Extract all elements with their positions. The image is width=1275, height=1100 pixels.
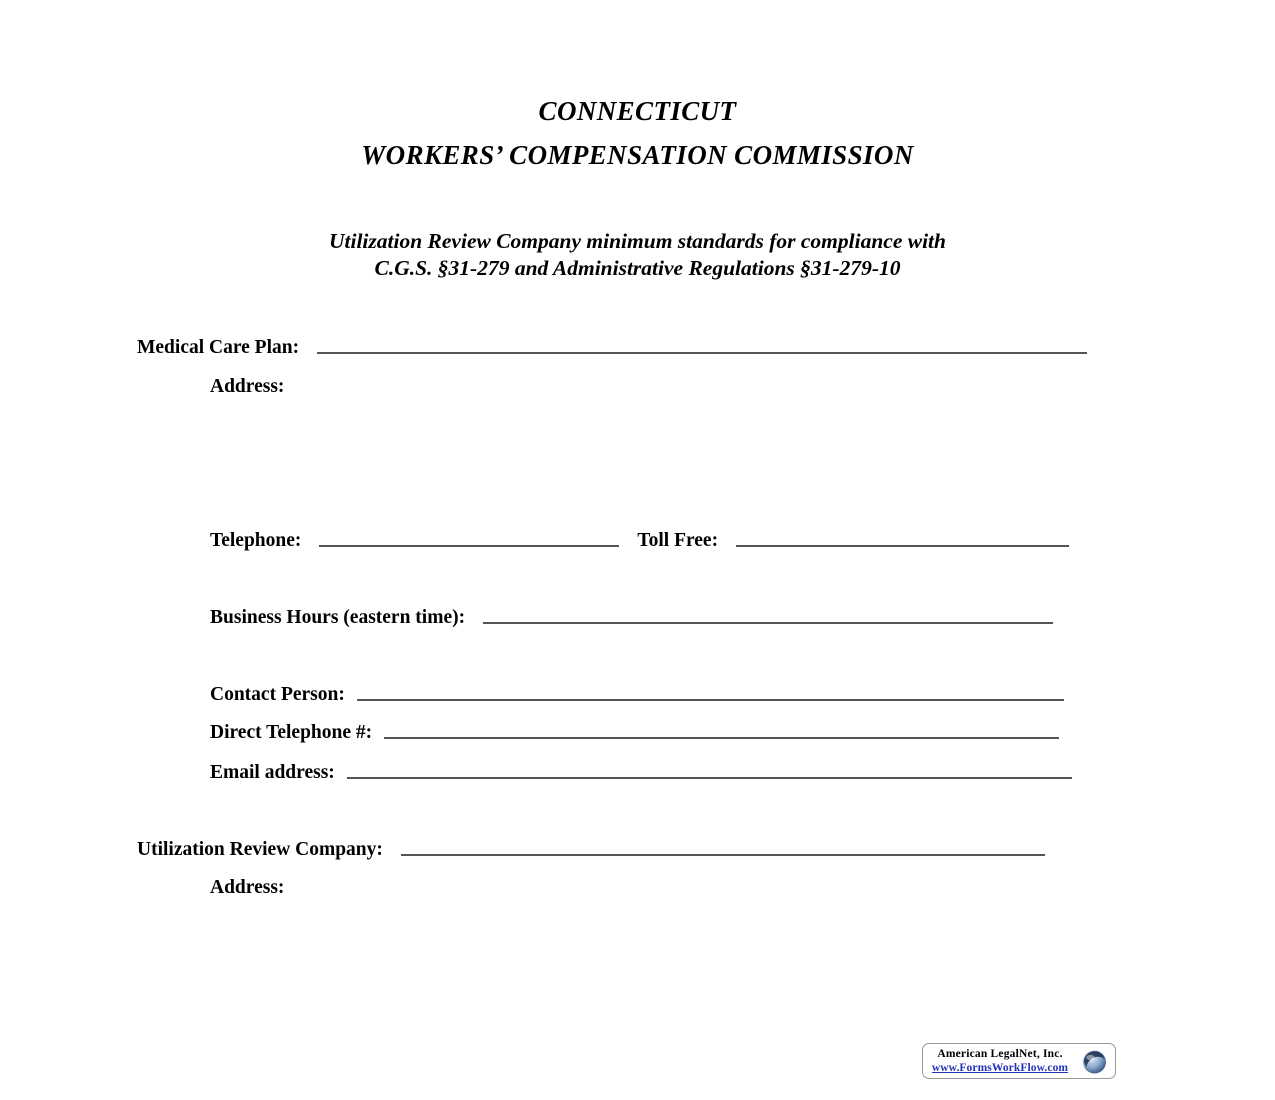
field-row-email-address xyxy=(210,762,1072,784)
input-contact-person[interactable] xyxy=(357,685,1064,701)
page-subtitle-line-1: Utilization Review Company minimum standards for compliance with xyxy=(328,229,946,253)
label-business-hours: Business Hours (eastern time): xyxy=(210,607,466,628)
footer-badge xyxy=(922,1043,1116,1079)
page-title-line-1: CONNECTICUT xyxy=(538,96,737,126)
input-telephone[interactable] xyxy=(319,531,619,547)
label-address-medical-care-plan: Address: xyxy=(210,376,285,397)
input-email-address[interactable] xyxy=(347,763,1072,779)
field-row-medical-care-plan xyxy=(137,337,1087,359)
field-row-telephone-toll-free xyxy=(210,530,1069,552)
label-email-address: Email address: xyxy=(210,762,335,783)
label-contact-person: Contact Person: xyxy=(210,684,345,705)
page-subtitle-line-2: C.G.S. §31-279 and Administrative Regulations §31-279-10 xyxy=(374,256,901,280)
label-toll-free: Toll Free: xyxy=(637,530,719,551)
footer-website-link[interactable]: www.FormsWorkFlow.com xyxy=(931,1062,1069,1074)
field-row-business-hours xyxy=(210,607,1053,629)
label-utilization-review-company: Utilization Review Company: xyxy=(137,839,383,860)
label-direct-telephone: Direct Telephone #: xyxy=(210,722,373,743)
footer-company-name: American LegalNet, Inc. xyxy=(937,1048,1063,1060)
input-business-hours[interactable] xyxy=(483,608,1053,624)
label-telephone: Telephone: xyxy=(210,530,302,551)
label-address-utilization-review-company: Address: xyxy=(210,877,285,898)
label-medical-care-plan: Medical Care Plan: xyxy=(137,337,300,358)
input-toll-free[interactable] xyxy=(736,531,1069,547)
footer-badge-text xyxy=(930,1047,1070,1076)
input-utilization-review-company[interactable] xyxy=(401,840,1045,856)
input-medical-care-plan[interactable] xyxy=(317,338,1087,354)
field-row-direct-telephone xyxy=(210,722,1059,744)
input-direct-telephone[interactable] xyxy=(384,723,1059,739)
page-subtitle xyxy=(185,228,1090,282)
field-row-address-medical-care-plan xyxy=(210,376,284,398)
field-row-utilization-review-company xyxy=(137,839,1045,861)
globe-swoosh-icon xyxy=(1077,1046,1109,1078)
field-row-address-utilization-review-company xyxy=(210,877,284,899)
page-title-line-2: WORKERS’ COMPENSATION COMMISSION xyxy=(361,140,914,170)
field-row-contact-person xyxy=(210,684,1064,706)
